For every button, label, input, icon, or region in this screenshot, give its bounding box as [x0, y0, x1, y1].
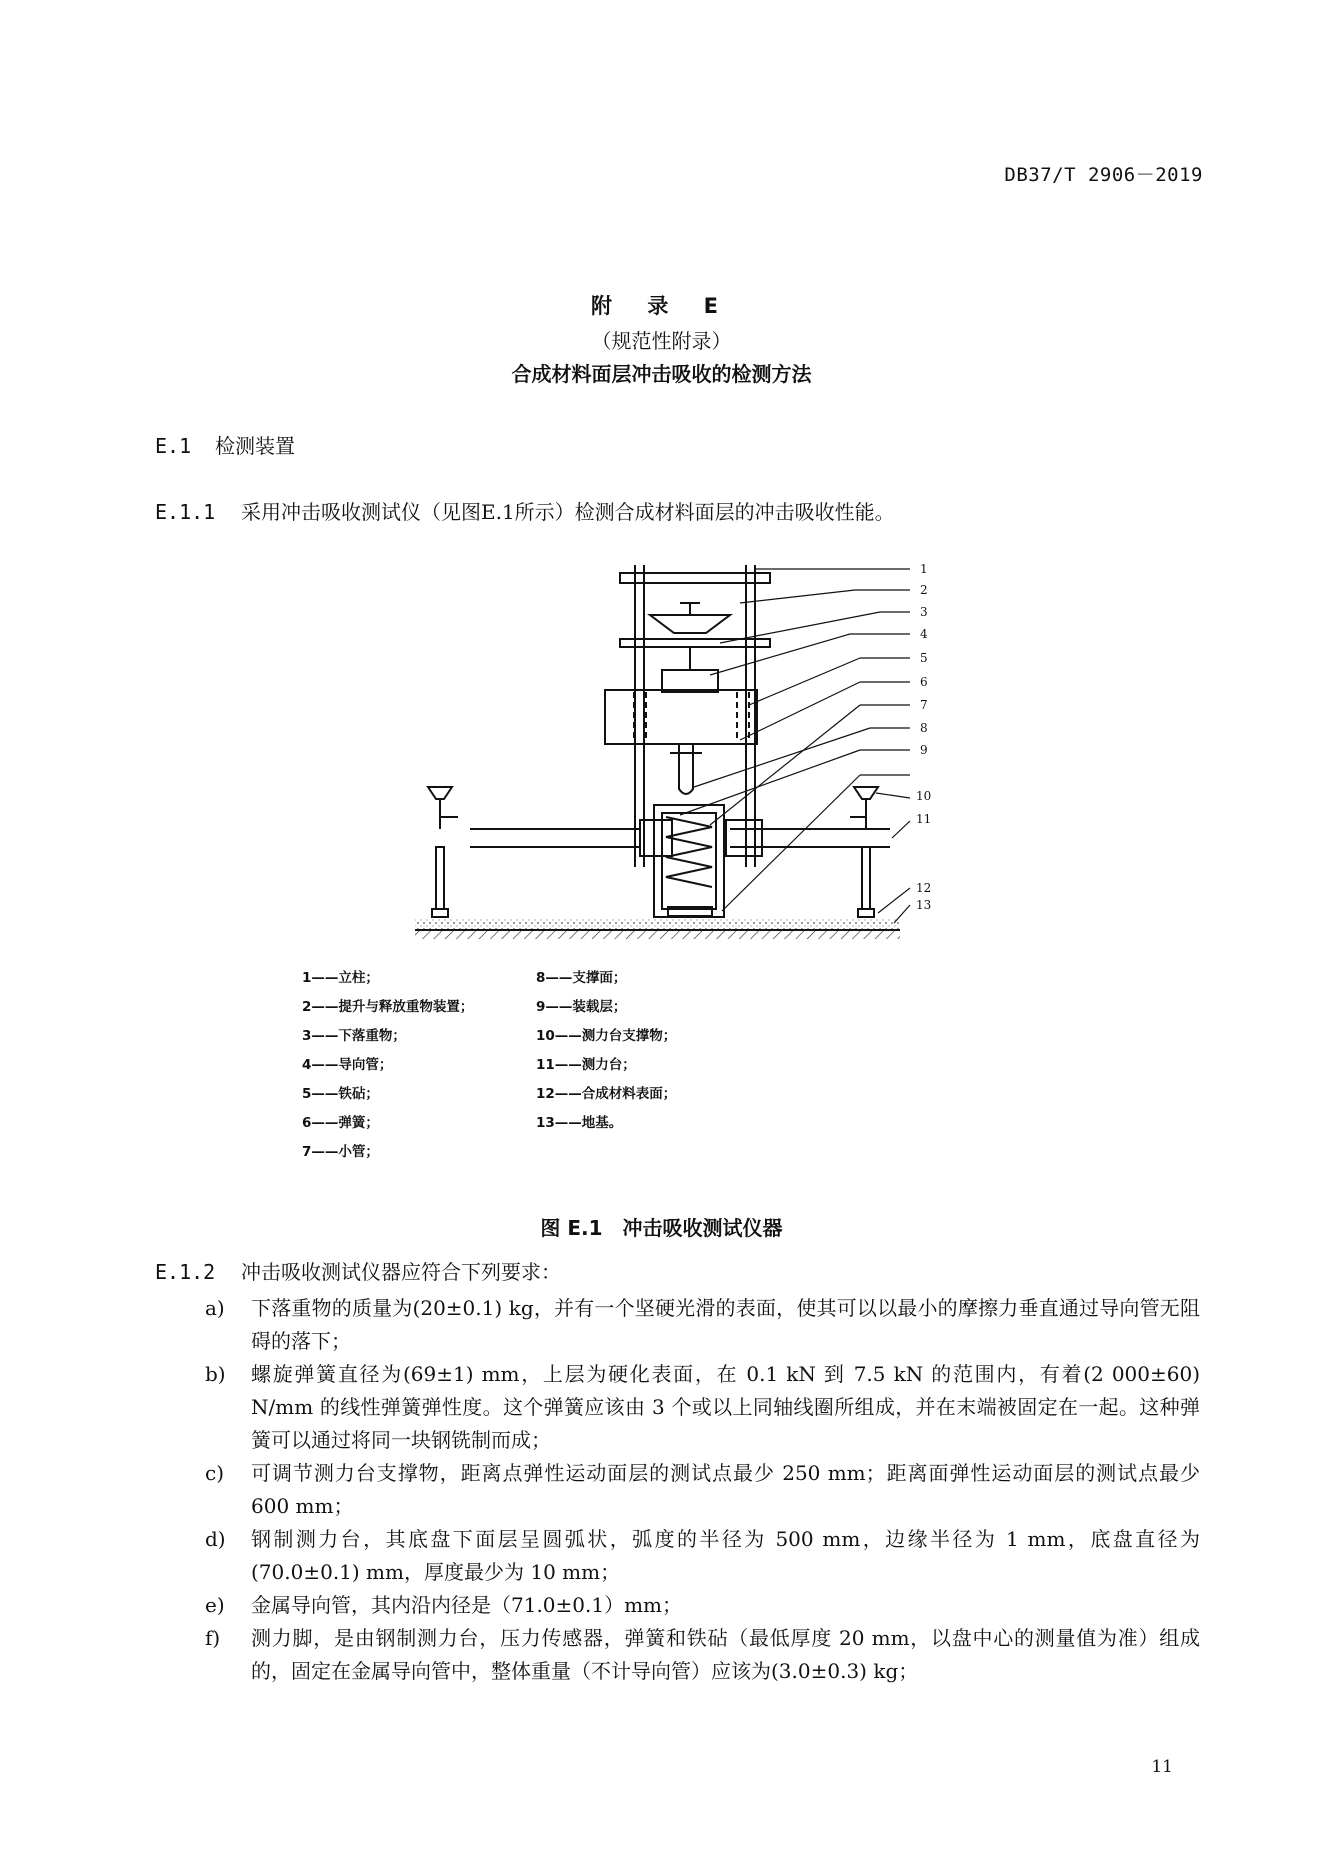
legend-item: 5——铁砧； — [302, 1086, 379, 1102]
annex-name: 合成材料面层冲击吸收的检测方法 — [511, 362, 812, 386]
page-number: 11 — [1151, 1757, 1173, 1777]
callout-11: 11 — [916, 812, 932, 826]
list-text: 钢制测力台，其底盘下面层呈圆弧状，弧度的半径为 500 mm，边缘半径为 1 mm，底盘直径为(70.0±0.1) mm，厚度最少为 10 mm； — [251, 1527, 1200, 1584]
list-marker: b) — [205, 1362, 226, 1386]
list-marker: f) — [205, 1626, 221, 1650]
list-text: 金属导向管，其内沿内径是（71.0±0.1）mm； — [251, 1593, 683, 1617]
figure-caption: 图 E.1 冲击吸收测试仪器 — [540, 1216, 783, 1240]
list-text: 螺旋弹簧直径为(69±1) mm，上层为硬化表面，在 0.1 kN 到 7.5 kN 的范围内，有着(2 000±60) N/mm 的线性弹簧弹性度。这个弹簧应该由 3 个或以上同轴线圈所组成，并在末端被固定在一起。这种弹簧可以通过将同一块钢铣制而成； — [251, 1362, 1200, 1452]
anvil-block — [605, 690, 757, 744]
list-item — [205, 1622, 1200, 1688]
callout-numbers — [916, 562, 931, 912]
callout-8: 8 — [920, 721, 928, 735]
clause-number: E.1.2 — [155, 1260, 216, 1284]
list-item — [205, 1292, 1200, 1358]
requirements-list — [205, 1292, 1200, 1688]
section-title: 检测装置 — [215, 434, 295, 458]
foundation-hatch — [415, 931, 900, 939]
list-item — [205, 1523, 1200, 1589]
legend-item: 13——地基。 — [536, 1115, 623, 1131]
section-number: E.1 — [155, 434, 192, 458]
figure-legend-left — [302, 964, 473, 1167]
list-item — [205, 1457, 1200, 1523]
clause-text: 冲击吸收测试仪器应符合下列要求： — [241, 1260, 561, 1284]
impact-tester-diagram — [410, 555, 990, 955]
list-text: 可调节测力台支撑物，距离点弹性运动面层的测试点最少 250 mm；距离面弹性运动面层的测试点最少 600 mm； — [251, 1461, 1200, 1518]
list-marker: a) — [205, 1296, 225, 1320]
legend-item: 1——立柱； — [302, 970, 379, 986]
list-marker: d) — [205, 1527, 226, 1551]
synthetic-surface — [415, 918, 900, 930]
callout-10: 10 — [916, 789, 932, 803]
release-device — [650, 615, 730, 633]
clause-e11 — [155, 497, 895, 527]
callout-7: 7 — [920, 698, 928, 712]
callout-12: 12 — [916, 881, 932, 895]
small-tube — [679, 744, 693, 794]
top-plate — [620, 573, 770, 583]
callout-3: 3 — [920, 605, 928, 619]
support-left — [428, 787, 452, 799]
figure-legend-right — [536, 964, 676, 1138]
apparatus-drawing — [415, 565, 900, 939]
list-item — [205, 1589, 1200, 1622]
list-marker: e) — [205, 1593, 225, 1617]
legend-item: 3——下落重物； — [302, 1028, 406, 1044]
document-id: DB37/T 2906－2019 — [1004, 164, 1203, 186]
callout-5: 5 — [920, 651, 928, 665]
legend-item: 8——支撑面； — [536, 970, 627, 986]
callout-9: 9 — [920, 743, 928, 757]
legend-item: 7——小管； — [302, 1144, 379, 1160]
list-text: 下落重物的质量为(20±0.1) kg，并有一个坚硬光滑的表面，使其可以以最小的摩擦力垂直通过导向管无阻碍的落下； — [251, 1296, 1200, 1353]
callout-2: 2 — [920, 583, 928, 597]
drop-weight — [662, 670, 718, 692]
legend-item: 2——提升与释放重物装置； — [302, 999, 474, 1015]
callout-4: 4 — [920, 627, 928, 641]
callout-1: 1 — [920, 562, 928, 576]
list-text: 测力脚，是由钢制测力台，压力传感器，弹簧和铁砧（最低厚度 20 mm，以盘中心的测量值为准）组成的，固定在金属导向管中，整体重量（不计导向管）应该为(3.0±0.3) kg； — [251, 1626, 1200, 1683]
legend-item: 6——弹簧； — [302, 1115, 379, 1131]
clause-text: 采用冲击吸收测试仪（见图E.1所示）检测合成材料面层的冲击吸收性能。 — [241, 500, 895, 524]
annex-subtitle: （规范性附录） — [591, 329, 732, 353]
support-right — [854, 787, 878, 799]
legend-item: 9——装载层； — [536, 999, 627, 1015]
list-item — [205, 1358, 1200, 1457]
legend-item: 12——合成材料表面； — [536, 1086, 677, 1102]
section-heading-e1 — [155, 430, 295, 459]
annex-title: 附 录 E — [591, 294, 732, 318]
callout-6: 6 — [920, 675, 928, 689]
leader-lines — [680, 569, 910, 923]
callout-13: 13 — [916, 898, 932, 912]
list-marker: c) — [205, 1461, 225, 1485]
legend-item: 4——导向管； — [302, 1057, 393, 1073]
clause-e12 — [155, 1257, 561, 1287]
legend-item: 10——测力台支撑物； — [536, 1028, 677, 1044]
legend-item: 11——测力台； — [536, 1057, 636, 1073]
clause-number: E.1.1 — [155, 500, 216, 524]
